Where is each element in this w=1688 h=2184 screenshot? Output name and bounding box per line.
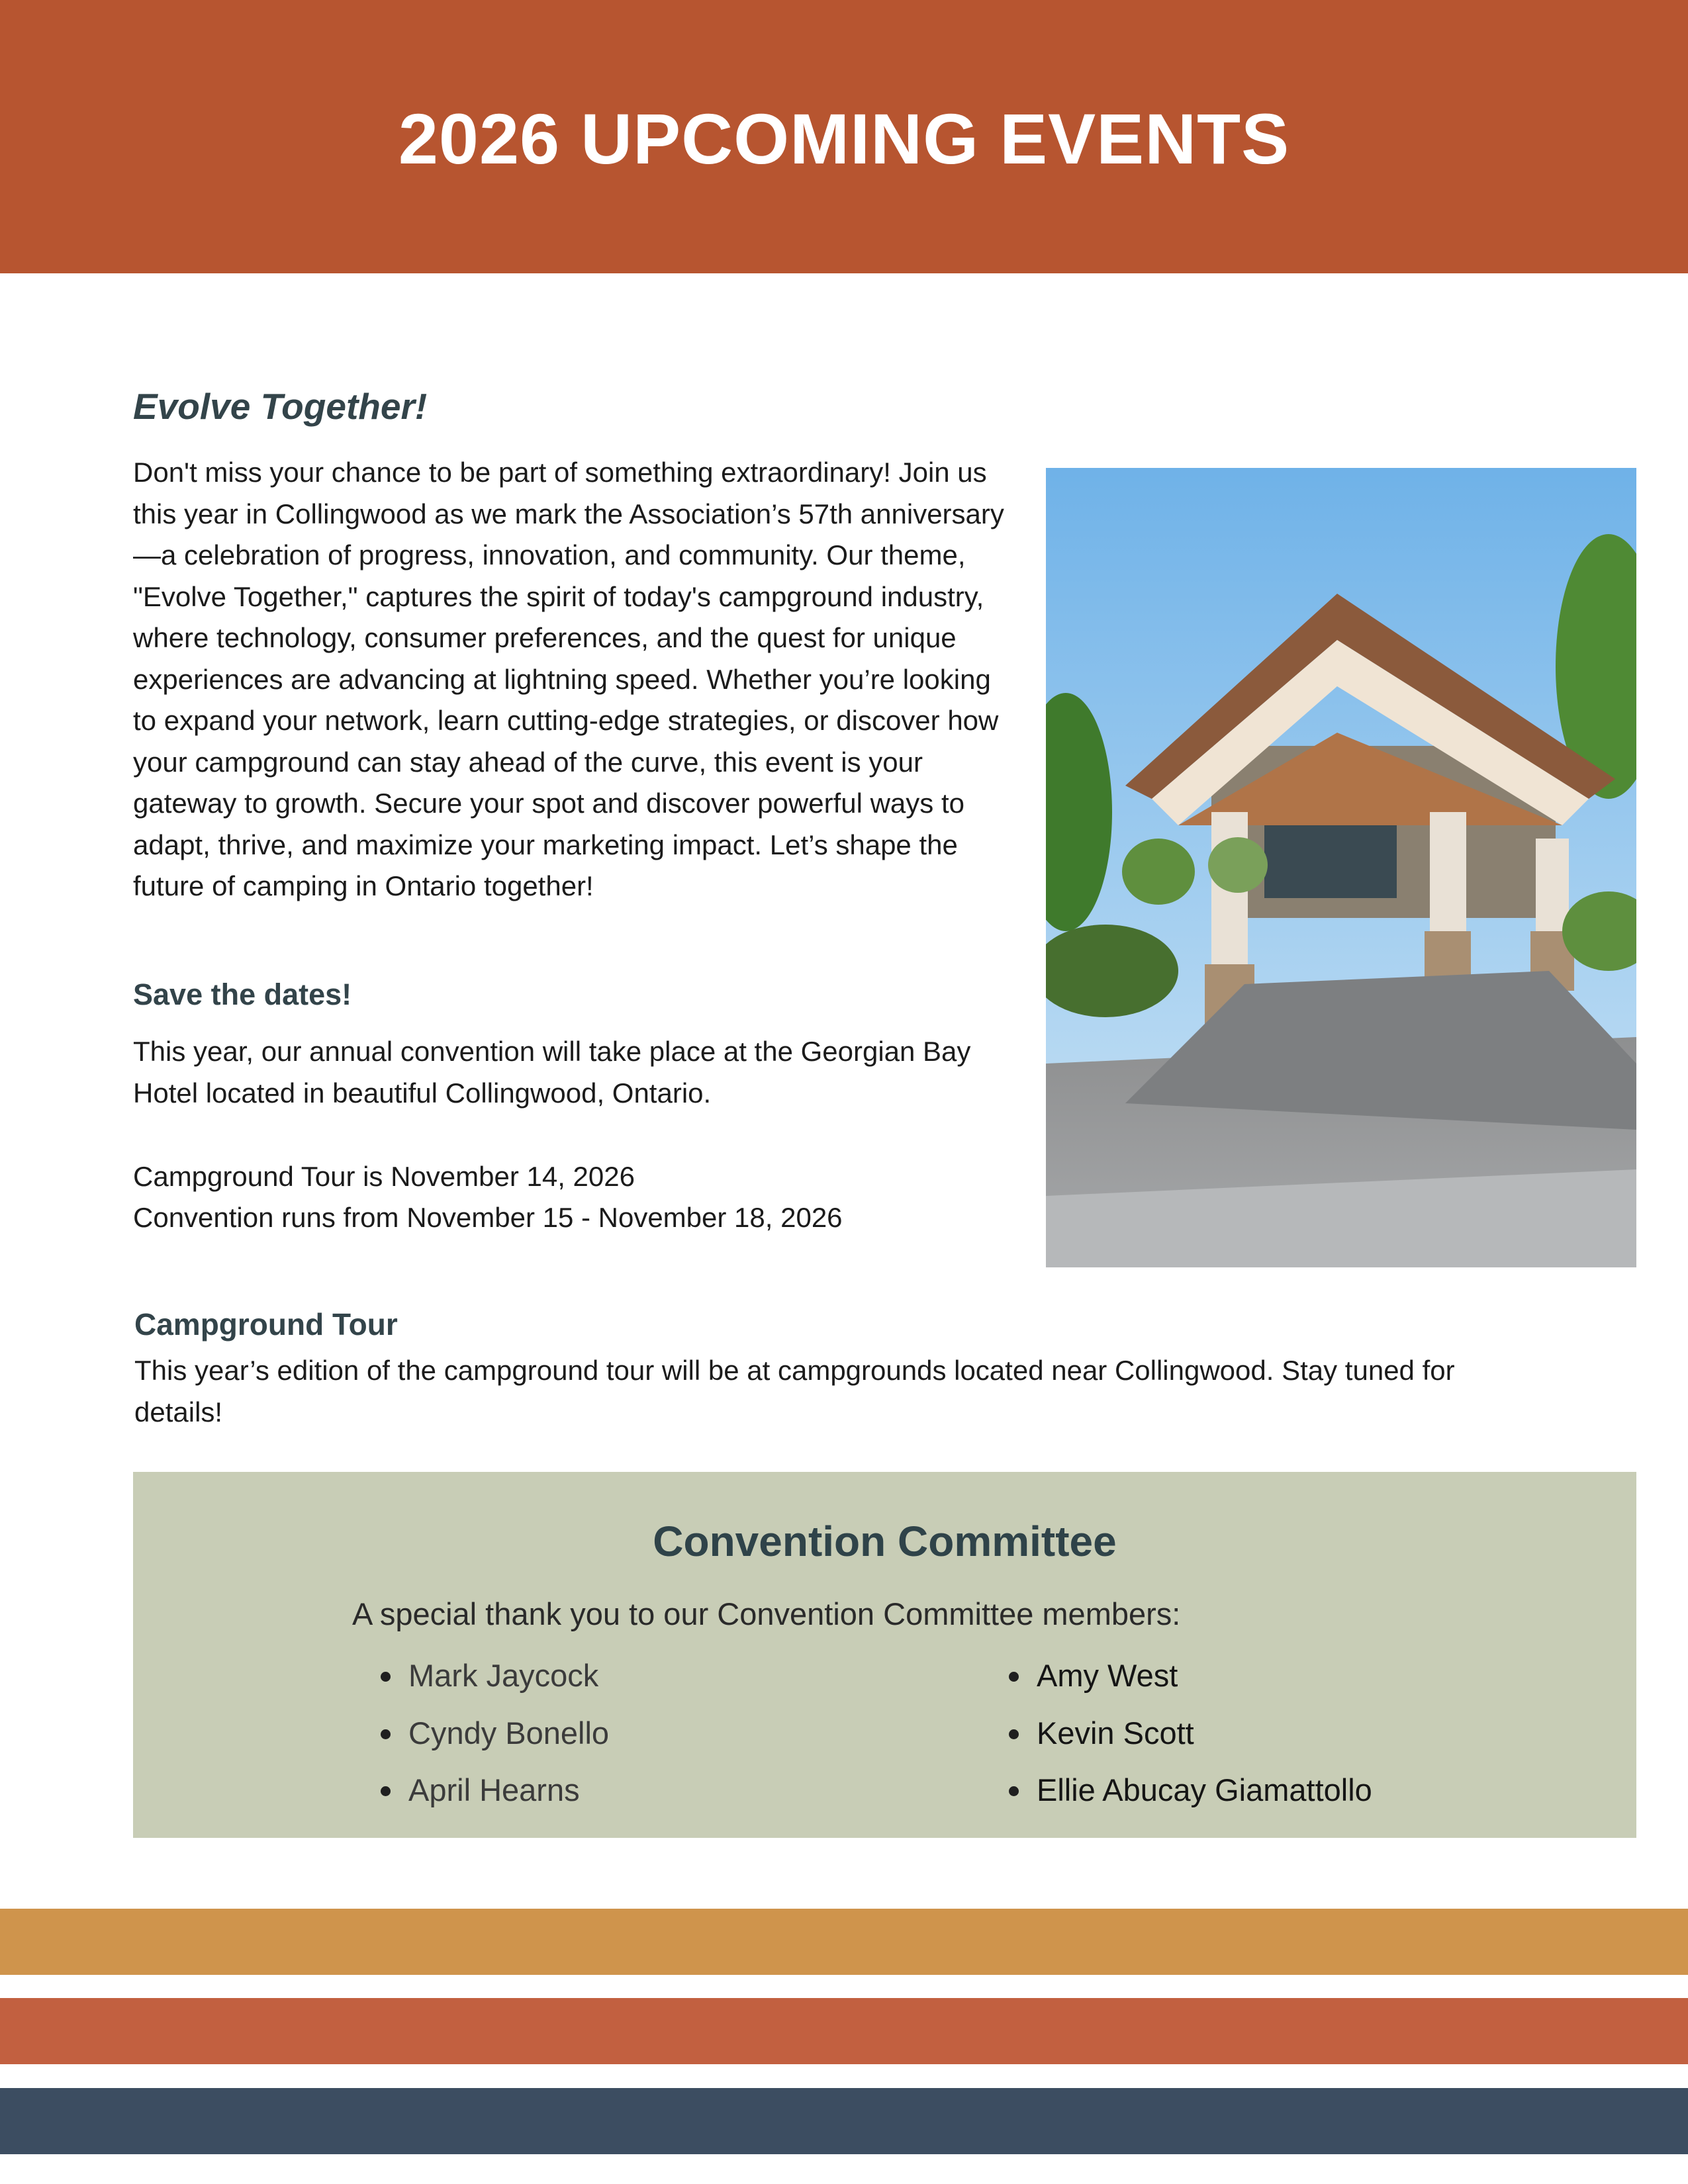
footer-stripe-gold xyxy=(0,1909,1688,1975)
venue-paragraph: This year, our annual convention will take place at the Georgian Bay Hotel located in beautiful Collingwood, Ontario. xyxy=(133,1036,971,1109)
header-banner xyxy=(0,0,1688,273)
list-item: Amy West xyxy=(983,1647,1372,1705)
hotel-entrance-photo xyxy=(1046,468,1636,1267)
committee-intro: A special thank you to our Convention Committee members: xyxy=(352,1596,1181,1631)
list-item: Mark Jaycock xyxy=(355,1647,609,1705)
tagline-heading: Evolve Together! xyxy=(133,386,428,427)
list-item: Cyndy Bonello xyxy=(355,1705,609,1762)
footer-stripe-navy xyxy=(0,2088,1688,2154)
campground-tour-text: This year’s edition of the campground tour will be at campgrounds located near Collingwood. Stay tuned for details! xyxy=(134,1355,1455,1428)
list-item: Kevin Scott xyxy=(983,1705,1372,1762)
committee-title: Convention Committee xyxy=(653,1518,1117,1565)
committee-members-left xyxy=(355,1647,609,1819)
list-item: April Hearns xyxy=(355,1762,609,1819)
footer-stripe-orange xyxy=(0,1998,1688,2064)
campground-tour-heading: Campground Tour xyxy=(134,1307,398,1342)
save-the-dates-heading: Save the dates! xyxy=(133,978,352,1011)
committee-panel xyxy=(133,1472,1636,1838)
tour-date-line: Campground Tour is November 14, 2026 xyxy=(133,1161,635,1192)
convention-date-line: Convention runs from November 15 - November 18, 2026 xyxy=(133,1202,843,1233)
list-item: Ellie Abucay Giamattollo xyxy=(983,1762,1372,1819)
intro-paragraph: Don't miss your chance to be part of something extraordinary! Join us this year in Collingwood as we mark the Association’s 57th anniversary—a celebration of progress, innovation, and community. Our theme, "Evolve Together," captures the spirit of today's campground industry, where technology, consumer preferences, and the quest for unique experiences are advancing at lightning speed. Whether you’re looking to expand your network, learn cutting-edge strategies, or discover how your campground can stay ahead of the curve, this event is your gateway to growth. Secure your spot and discover powerful ways to adapt, thrive, and maximize your marketing impact. Let’s shape the future of camping in Ontario together! xyxy=(133,457,1004,901)
page-title: 2026 UPCOMING EVENTS xyxy=(398,99,1290,179)
committee-members-right xyxy=(983,1647,1372,1819)
